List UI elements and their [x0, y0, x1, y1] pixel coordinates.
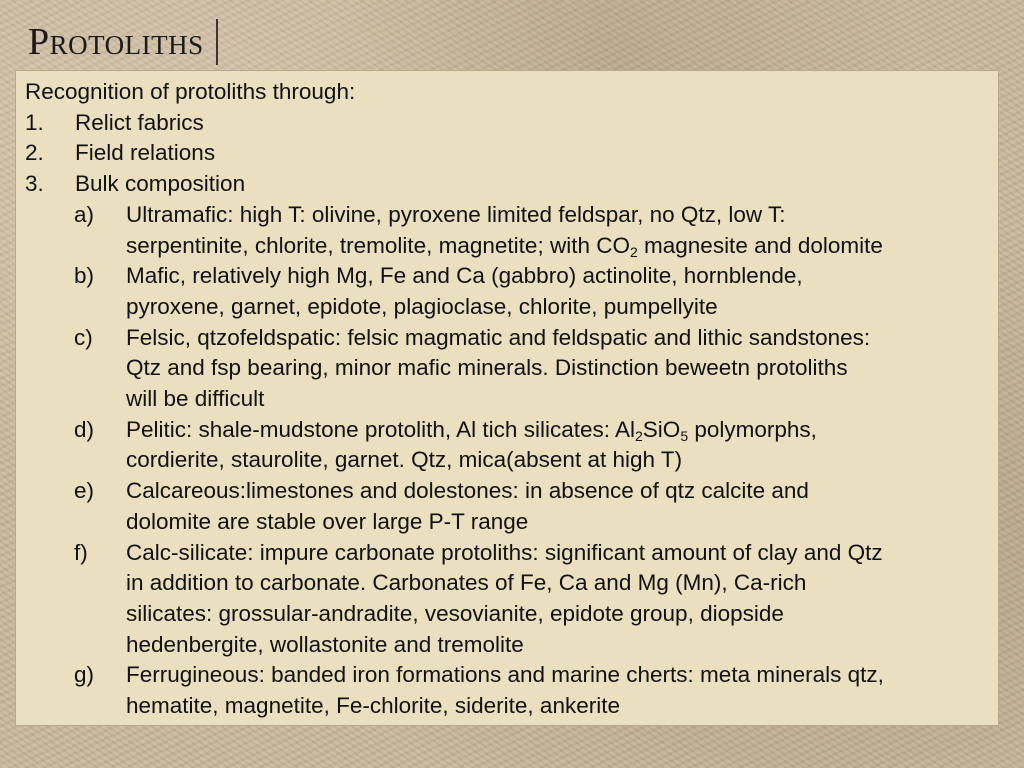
intro-text: Recognition of protoliths through:	[25, 79, 356, 104]
title-area	[18, 18, 218, 66]
sub-text-line: Qtz and fsp bearing, minor mafic minerals. Distinction beweetn protoliths	[126, 355, 848, 381]
sub-text-line: Calc-silicate: impure carbonate protoliths: significant amount of clay and Qtz	[126, 539, 883, 565]
sub-label: e)	[74, 478, 95, 504]
slide-title: Protoliths	[28, 21, 204, 63]
sub-text-line: Ferrugineous: banded iron formations and marine cherts: meta minerals qtz,	[126, 662, 884, 688]
sub-text-line: in addition to carbonate. Carbonates of Fe, Ca and Mg (Mn), Ca-rich	[126, 570, 807, 596]
list-number: 3.	[25, 171, 44, 197]
sub-text-line	[126, 415, 995, 446]
text-segment: polymorphs,	[688, 416, 817, 442]
list-item-text: Field relations	[75, 140, 216, 166]
sub-text-line: hedenbergite, wollastonite and tremolite	[126, 631, 524, 657]
sub-text-line: Ultramafic: high T: olivine, pyroxene limited feldspar, no Qtz, low T:	[126, 201, 786, 227]
subscript: 2	[629, 243, 638, 260]
sub-text-line: will be difficult	[126, 386, 265, 412]
subitem-mafic	[74, 261, 995, 322]
sub-text-line: hematite, magnetite, Fe-chlorite, siderite, ankerite	[126, 693, 620, 719]
sub-text-line: cordierite, staurolite, garnet. Qtz, mica(absent at high T)	[126, 447, 683, 473]
list-item-text: Bulk composition	[75, 171, 246, 197]
list-item-bulk-composition	[25, 169, 995, 200]
sub-text-line: pyroxene, garnet, epidote, plagioclase, chlorite, pumpellyite	[126, 293, 718, 319]
sub-text	[126, 660, 995, 721]
content-panel	[15, 70, 999, 726]
list-item-relict-fabrics	[25, 108, 995, 139]
sub-text-line: silicates: grossular-andradite, vesovianite, epidote group, diopside	[126, 600, 784, 626]
sub-text	[126, 415, 995, 476]
text-segment: serpentinite, chlorite, tremolite, magnetite; with CO	[126, 232, 630, 258]
title-divider	[216, 19, 218, 65]
sub-text	[126, 200, 995, 261]
list-number: 1.	[25, 109, 44, 135]
sub-text	[126, 476, 995, 537]
sub-text-line: Felsic, qtzofeldspatic: felsic magmatic and feldspatic and lithic sandstones:	[126, 324, 871, 350]
subitem-calc-silicate	[74, 538, 995, 661]
sub-text	[126, 261, 995, 322]
text-segment: SiO	[642, 416, 681, 442]
subitem-ferrugineous	[74, 660, 995, 721]
sub-text-line: dolomite are stable over large P-T range	[126, 508, 529, 534]
sub-label: f)	[74, 539, 88, 565]
text-segment: Pelitic: shale-mudstone protolith, Al tich silicates: Al	[126, 416, 635, 442]
sub-label: d)	[74, 416, 95, 442]
subitem-calcareous	[74, 476, 995, 537]
sub-text-line: Calcareous:limestones and dolestones: in absence of qtz calcite and	[126, 478, 809, 504]
list-number: 2.	[25, 140, 44, 166]
sub-label: c)	[74, 324, 93, 350]
sub-label: b)	[74, 263, 95, 289]
list-item-text: Relict fabrics	[75, 109, 204, 135]
sub-text-line: Mafic, relatively high Mg, Fe and Ca (gabbro) actinolite, hornblende,	[126, 263, 803, 289]
sub-label: a)	[74, 201, 95, 227]
sub-text	[126, 323, 995, 415]
subscript: 2	[635, 427, 643, 444]
subitem-felsic	[74, 323, 995, 415]
sub-label: g)	[74, 662, 95, 688]
sub-text	[126, 538, 995, 661]
subitem-ultramafic	[74, 200, 995, 261]
subitem-pelitic	[74, 415, 995, 476]
subscript: 5	[680, 427, 689, 444]
sub-text-line	[126, 231, 995, 262]
slide-content	[25, 77, 995, 722]
text-segment: magnesite and dolomite	[637, 232, 883, 258]
list-item-field-relations	[25, 138, 995, 169]
